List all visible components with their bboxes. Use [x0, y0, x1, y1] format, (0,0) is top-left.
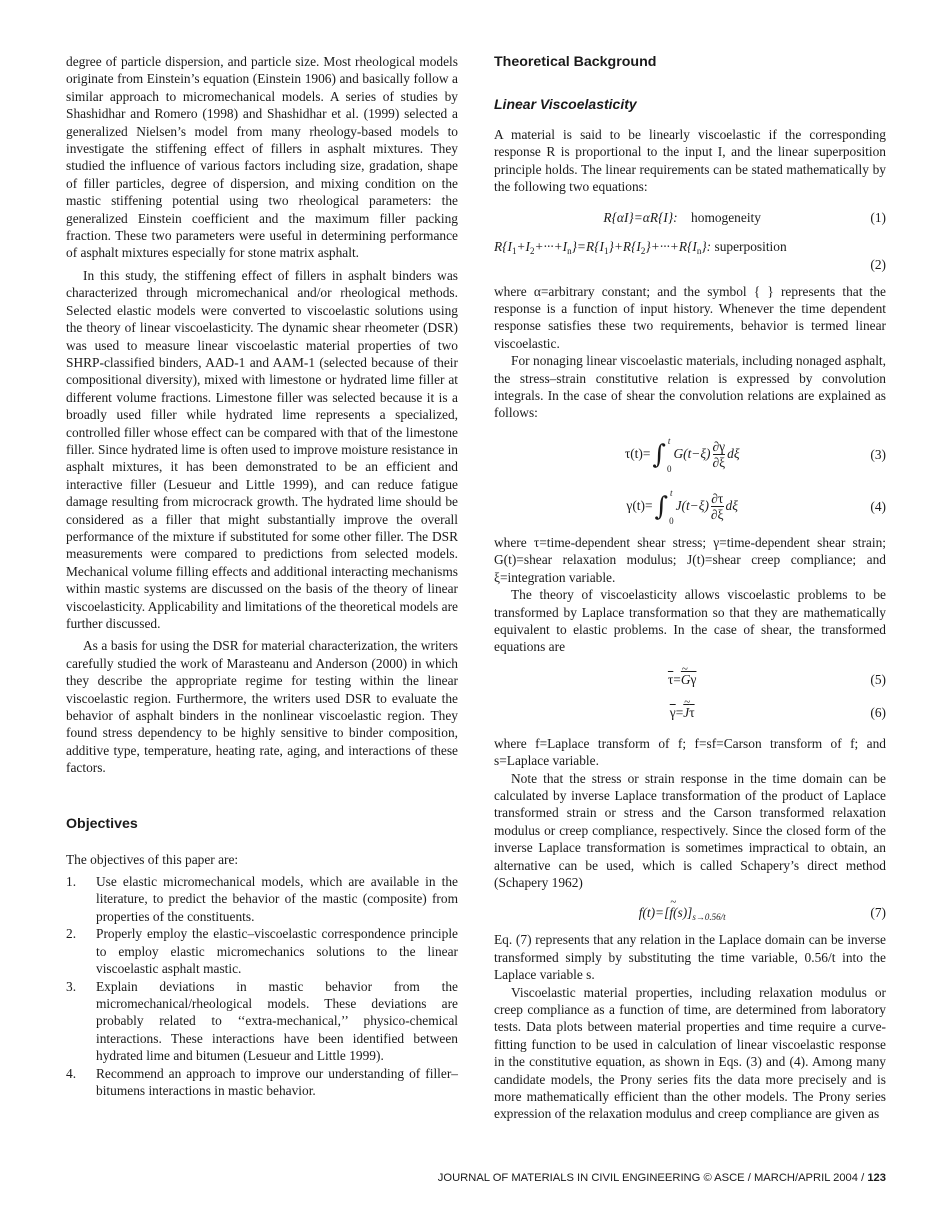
- list-text: Recommend an approach to improve our understanding of filler–bitumens interactions in mastic behavior.: [96, 1065, 458, 1098]
- subsection-heading: Linear Viscoelasticity: [494, 96, 637, 112]
- paragraph: The theory of viscoelasticity allows viscoelastic problems to be transformed by Laplace transformation so that they are mathematically equivalent to elastic problems. In the case of shear, the transformed equations are: [494, 587, 886, 655]
- list-number: 2.: [66, 926, 77, 942]
- paragraph: A material is said to be linearly viscoelastic if the corresponding response R is proportional to the input I, and the linear superposition principle holds. The linear requirements can be stated mathematically by the following two equations:: [494, 127, 886, 195]
- paragraph: Viscoelastic material properties, including relaxation modulus or creep compliance as a function of time, are determined from laboratory tests. Data plots between material properties and time require a curve-fitting function to be used in calculation of linear viscoelastic response in the constitutive equation, as shown in Eqs. (3) and (4). Among many candidate models, the Prony series fits the data more precisely and is more mathematically efficient than the other models. The Prony series expression of the relaxation modulus and creep compliance are given as: [494, 984, 886, 1122]
- paragraph: where f=Laplace transform of f; f=sf=Carson transform of f; and s=Laplace variable.: [494, 735, 886, 769]
- page-number: 123: [867, 1172, 886, 1184]
- paragraph: The objectives of this paper are:: [66, 851, 239, 867]
- section-heading: Theoretical Background: [494, 54, 657, 70]
- integral: ∫ t 0: [654, 487, 674, 526]
- equation-3: τ(t)= ∫ t 0 G(t−ξ) $\frac{\partial\gamma}{\partial\xi}$ dξ (3): [624, 435, 886, 474]
- left-column: [66, 53, 458, 1163]
- equation-5: $\overline{\tau}=\sim$ $\overline{G}\overline{\gamma}$ (5): [494, 670, 886, 690]
- list-item: [66, 925, 458, 977]
- equation-2: $R\{I_1+I_2+\cdot\cdot\cdot+I_n\}=R\{I_1\}+R\{I_2\}+\cdot\cdot\cdot+R\{I_n\}$: superposition (2): [494, 238, 886, 272]
- list-text: Use elastic micromechanical models, which are available in the literature, to predict the behavior of the mastic (composite) from properties of the constituents.: [96, 874, 458, 924]
- equation-1: R{αI}=αR{I}: homogeneity (1): [603, 209, 886, 225]
- paragraph: where τ=time-dependent shear stress; γ=time-dependent shear strain; G(t)=shear relaxation modulus; J(t)=shear creep compliance; and ξ=integration variable.: [494, 534, 886, 585]
- section-heading-objectives: Objectives: [66, 815, 138, 832]
- list-item: [66, 873, 458, 925]
- equation-6: $\overline{\gamma}=\sim$ $\overline{J}\overline{\tau}$ (6): [494, 703, 886, 723]
- list-item: [66, 1065, 458, 1100]
- journal-citation: JOURNAL OF MATERIALS IN CIVIL ENGINEERING © ASCE / MARCH/APRIL 2004 /: [437, 1172, 868, 1184]
- integral-sign: ∫: [652, 439, 666, 470]
- paragraph: For nonaging linear viscoelastic materials, including nonaged asphalt, the stress–strain constitutive relation is expressed by convolution integrals. In the case of shear the convolution relations are explained as follows:: [494, 353, 886, 421]
- paragraph: In this study, the stiffening effect of fillers in asphalt binders was characterized through micromechanical and/or rheological methods. Selected elastic models were converted to viscoelastic solutions using the theory of linear viscoelasticity. The dynamic shear rheometer (DSR) was used to measure linear viscoelastic material properties of two SHRP-classified binders, AAD-1 and AAM-1 (selected because of their compositional diversity), mixed with limestone or hydrated lime filler at different volume fractions. Limestone filler was selected because it is a broadly used filler while hydrated lime represents a specialized, controlled filler whose effect can be compared with that of the limestone filler. Since hydrated lime is often used to improve moisture resistance in asphalt mixtures, it has been demonstrated to be an efficient and interactive filler (Lesueur and Little 1999), and can reduce fatigue damage resulting from microcrack growth. The hydrated lime should be considered as a filler that might substantially improve the overall performance of the mixture if substituted for some other filler. The DSR measurements were compared to predictions from selected models. Mechanical volume filling effects and additional interacting mechanisms within mastic systems are discussed on the basis of the theory of linear viscoelasticity. Applicability and limitations of the theoretical models are further discussed.: [66, 267, 458, 631]
- list-text: Explain deviations in mastic behavior from the micromechanical/rheological models. These deviations are probably related to ‘‘extra-mechanical,’’ physico-chemical interactions. These interactions have been identified between hydrated lime and bitumen (Lesueur and Little 1999).: [96, 978, 458, 1064]
- paragraph: where α=arbitrary constant; and the symbol { } represents that the response is a function of input history. Whenever the time dependent response satisfies these two requirements, behavior is termed linear viscoelastic.: [494, 283, 886, 351]
- list-item: [66, 978, 458, 1065]
- list-number: 4.: [66, 1065, 77, 1081]
- list-number: 3.: [66, 978, 77, 994]
- list-number: 1.: [66, 874, 77, 890]
- paragraph: degree of particle dispersion, and particle size. Most rheological models originate from Einstein’s equation (Einstein 1906) and basically follow a similar approach to micromechanical models. A series of studies by Shashidhar and Romero (1998) and Shashidhar et al. (1999) selected a generalized Nielsen’s model from many rheology-based models to investigate the stiffening effect of fillers in asphalt mixtures. They studied the influence of various factors including size, gradation, shape of filler particles, degree of dispersion, and mixing condition on the mastic stiffening potential using two rheological parameters: the generalized Einstein coefficient and the maximum filler packing fraction. These two parameters were useful in determining performance of asphalt mixtures especially for stone matrix asphalt.: [66, 54, 458, 261]
- two-column-body: [66, 53, 886, 1163]
- equation-4: γ(t)= ∫ t 0 J(t−ξ) $\frac{\partial\tau}{\partial\xi}$ dξ (4): [626, 487, 886, 526]
- list-text: Properly employ the elastic–viscoelastic correspondence principle to employ elastic micromechanics solutions to the linear viscoelastic asphalt mastic.: [96, 926, 458, 977]
- paragraph: Note that the stress or strain response in the time domain can be calculated by inverse Laplace transformation of the product of Laplace transformed strain or stress and the Carson transformed relaxation modulus or creep compliance, respectively. Since the closed form of the inverse Laplace transformation is sometimes impractical to obtain, an alternative can be used, which is called Schapery’s direct method (Schapery 1962): [494, 770, 886, 890]
- right-column: [494, 53, 886, 1163]
- equation-7: f(t)=[~ $f(s)]_{s\to 0.56/t}$ (7): [494, 903, 886, 923]
- integral-sign: ∫: [654, 491, 669, 522]
- paragraph: Eq. (7) represents that any relation in the Laplace domain can be inverse transformed simply by substituting the time variable, 0.56/t into the Laplace variable s.: [494, 932, 886, 983]
- page-footer: [0, 1171, 952, 1185]
- paragraph: As a basis for using the DSR for material characterization, the writers carefully studied the work of Marasteanu and Anderson (2000) in which they describe the appropriate regime for testing within the linear viscoelastic region. Furthermore, the writers used DSR to evaluate the behavior of asphalt binders in the nonlinear viscoelastic region. They found stress dependency to be highly sensitive to binder composition, additive type, temperature, heating rate, aging, and interactions of these factors.: [66, 638, 458, 776]
- integral: ∫ t 0: [652, 435, 672, 474]
